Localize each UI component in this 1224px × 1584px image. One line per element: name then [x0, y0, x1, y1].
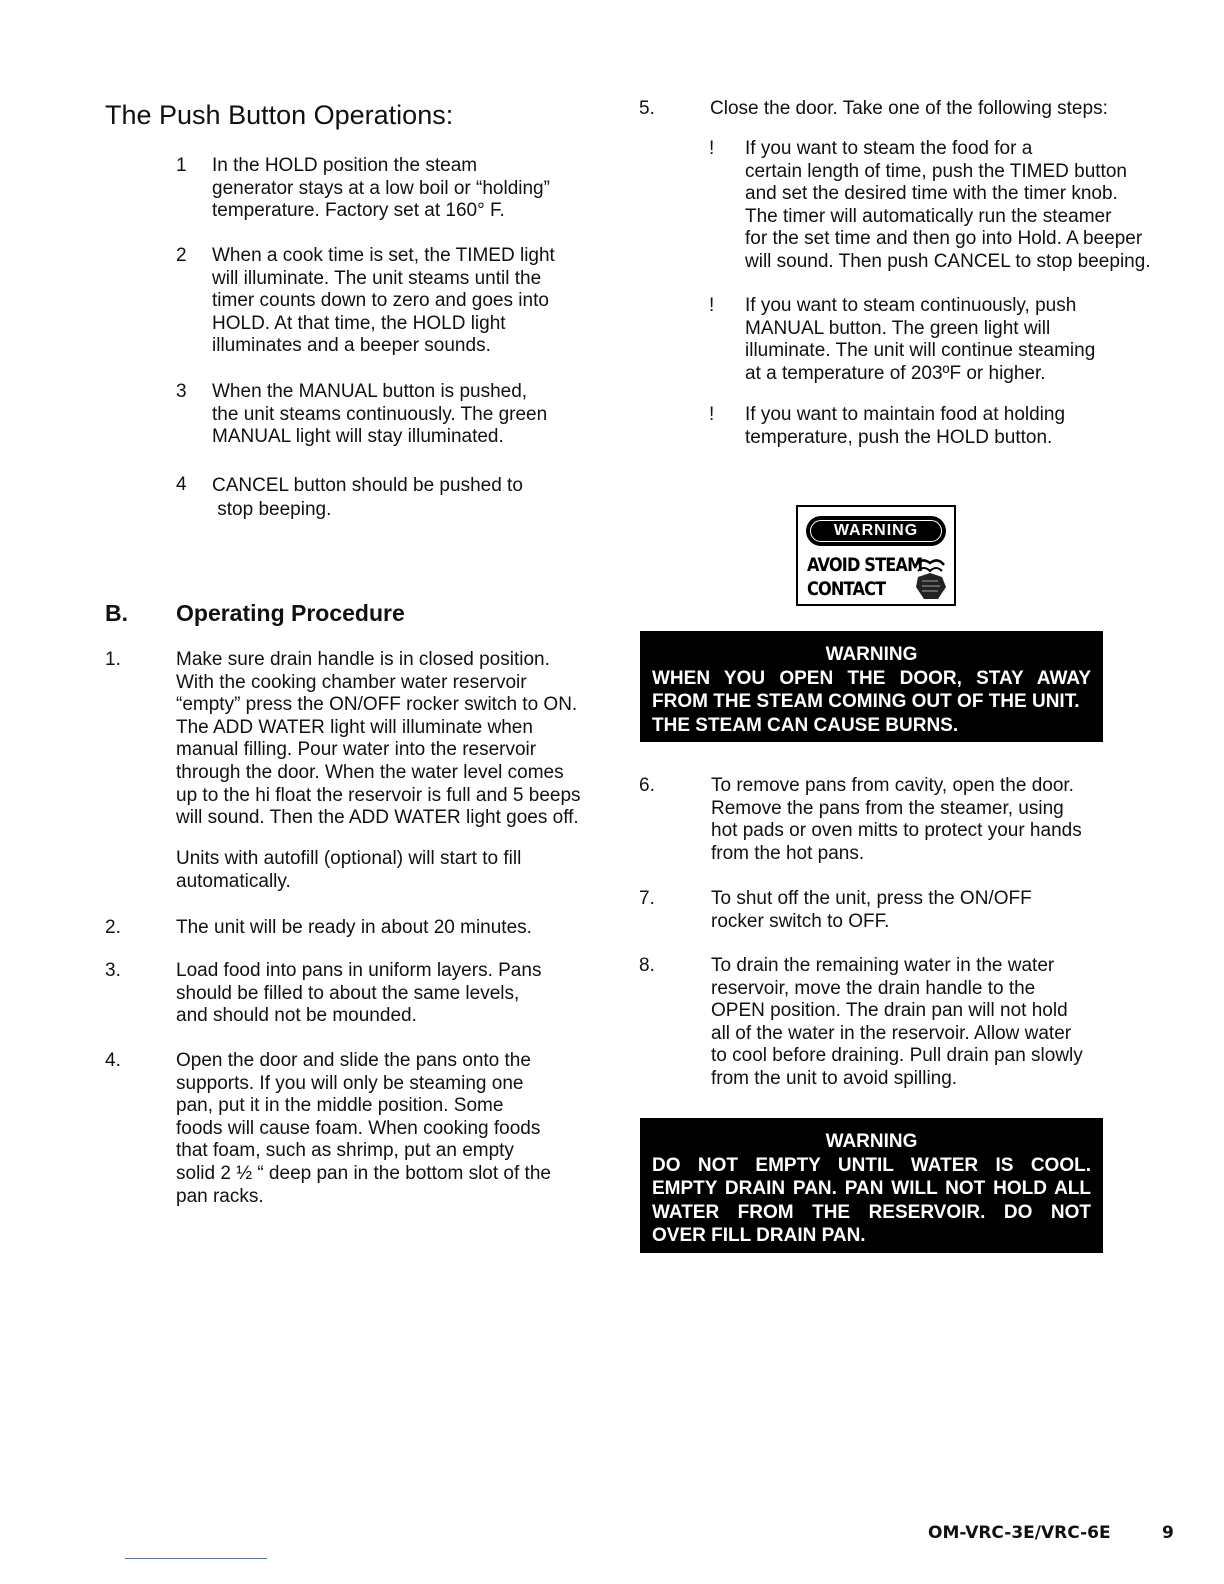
warning-box-steam: [640, 631, 1103, 742]
bullet-text: If you want to steam continuously, push MANUAL button. The green light will illuminate. The unit will continue steaming at a temperature of 203ºF or higher.: [745, 295, 1096, 384]
bullet-mark: !: [709, 138, 715, 159]
warning-title: WARNING: [825, 1131, 918, 1152]
warning-line: DO NOT EMPTY UNTIL WATER IS COOL.: [652, 1154, 1091, 1176]
hand-steam-icon: [910, 555, 950, 601]
step-number: 6.: [639, 775, 655, 796]
bullet-mark: !: [709, 404, 715, 425]
step-text: Make sure drain handle is in closed position. With the cooking chamber water reservoir “empty” press the ON/OFF rocker switch to ON. The ADD WATER light will illuminate when manual filling. Pour water into the reservoir through the door. When the water level comes up to the hi float the reservoir is full and 5 beeps will sound. Then the ADD WATER light goes off.: [176, 649, 581, 829]
step-number: 1.: [105, 649, 121, 670]
warning-badge: WARNING: [806, 516, 946, 546]
item-number: 4: [176, 474, 187, 495]
section-letter: B.: [105, 600, 128, 626]
step-note: Units with autofill (optional) will start to fill automatically.: [176, 848, 522, 892]
warning-line: EMPTY DRAIN PAN. PAN WILL NOT HOLD ALL: [652, 1178, 1091, 1199]
step-number: 5.: [639, 98, 655, 119]
footer-model: OM-VRC-3E/VRC-6E: [928, 1523, 1111, 1543]
step-number: 4.: [105, 1050, 121, 1071]
step-intro: Close the door. Take one of the following steps:: [710, 98, 1108, 119]
warning-box-drain: [640, 1118, 1103, 1253]
warning-line: OVER FILL DRAIN PAN.: [652, 1225, 866, 1246]
sign-line-2: CONTACT: [807, 578, 886, 600]
item-text: When a cook time is set, the TIMED light will illuminate. The unit steams until the timer counts down to zero and goes into HOLD. At that time, the HOLD light illuminates and a beeper sounds.: [212, 245, 555, 357]
item-text: CANCEL button should be pushed to stop beeping.: [212, 475, 523, 520]
warning-line: WHEN YOU OPEN THE DOOR, STAY AWAY: [652, 667, 1091, 689]
section-title: Operating Procedure: [176, 600, 405, 626]
step-text: To remove pans from cavity, open the door. Remove the pans from the steamer, using hot pads or oven mitts to protect your hands from the hot pans.: [711, 775, 1082, 864]
step-text: Open the door and slide the pans onto the supports. If you will only be steaming one pan, put it in the middle position. Some foods will cause foam. When cooking foods that foam, such as shrimp, put an empty solid 2 ½ “ deep pan in the bottom slot of the pan racks.: [176, 1050, 551, 1207]
step-text: To shut off the unit, press the ON/OFF rocker switch to OFF.: [711, 888, 1032, 932]
avoid-steam-warning-sign: [796, 505, 956, 606]
step-number: 3.: [105, 960, 121, 981]
warning-title: WARNING: [825, 644, 918, 665]
item-number: 3: [176, 381, 187, 402]
step-number: 2.: [105, 917, 121, 938]
item-text: When the MANUAL button is pushed, the unit steams continuously. The green MANUAL light will stay illuminated.: [212, 381, 548, 448]
step-text: To drain the remaining water in the water reservoir, move the drain handle to the OPEN position. The drain pan will not hold all of the water in the reservoir. Allow water to cool before draining. Pull drain pan slowly from the unit to avoid spilling.: [711, 955, 1083, 1089]
section-title-push-button: The Push Button Operations:: [105, 100, 454, 130]
step-text: The unit will be ready in about 20 minutes.: [176, 917, 532, 938]
bullet-mark: !: [709, 295, 715, 316]
item-text: In the HOLD position the steam generator stays at a low boil or “holding” temperature. Factory set at 160° F.: [212, 155, 550, 222]
warning-line: WATER FROM THE RESERVOIR. DO NOT: [652, 1201, 1091, 1223]
bullet-text: If you want to maintain food at holding temperature, push the HOLD button.: [745, 404, 1066, 448]
step-number: 8.: [639, 955, 655, 976]
bullet-text: If you want to steam the food for a certain length of time, push the TIMED button and set the desired time with the timer knob. The timer will automatically run the steamer for the set time and then go into Hold. A beeper will sound. Then push CANCEL to stop beeping.: [745, 138, 1151, 272]
warning-line: THE STEAM CAN CAUSE BURNS.: [652, 714, 959, 736]
bottom-divider: [125, 1558, 267, 1559]
sign-line-1: AVOID STEAM: [807, 554, 923, 576]
warning-line: FROM THE STEAM COMING OUT OF THE UNIT.: [652, 691, 1080, 712]
step-number: 7.: [639, 888, 655, 909]
item-number: 2: [176, 245, 187, 266]
footer-page-number: 9: [1162, 1523, 1174, 1543]
item-number: 1: [176, 155, 187, 176]
step-text: Load food into pans in uniform layers. Pans should be filled to about the same levels, and should not be mounded.: [176, 960, 542, 1027]
